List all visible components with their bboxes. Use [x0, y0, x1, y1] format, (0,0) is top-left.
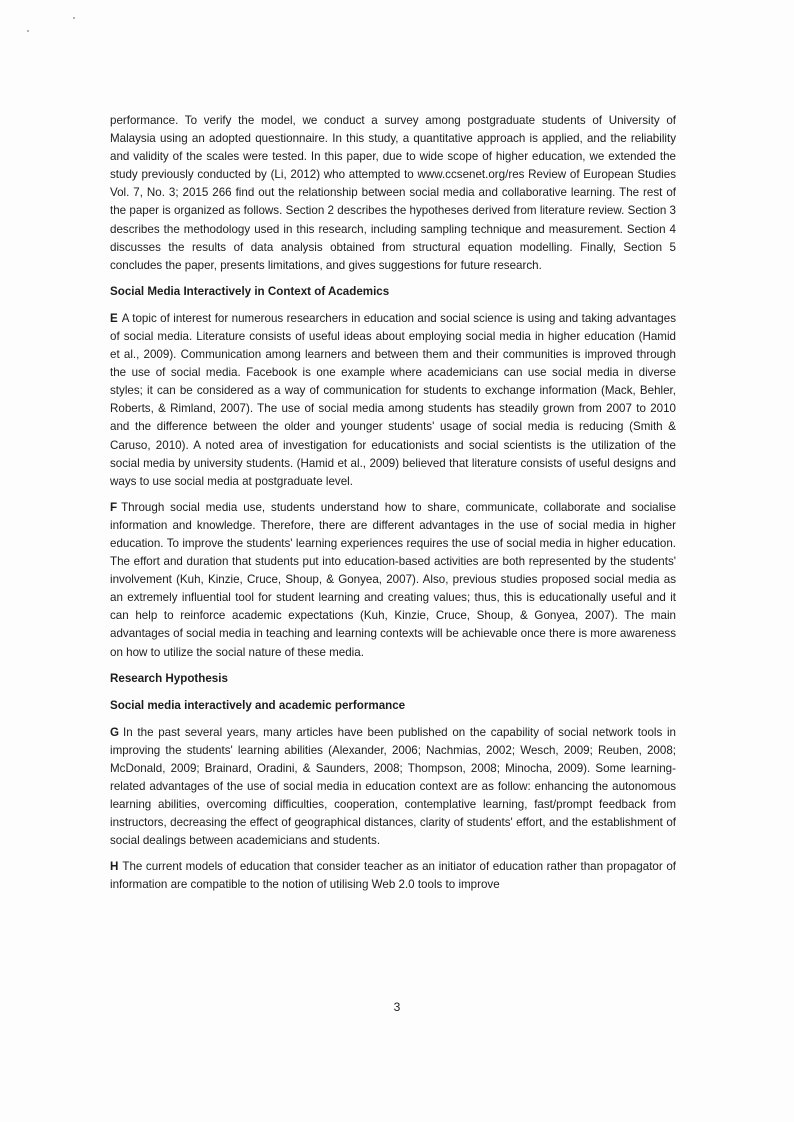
- paragraph-text: The current models of education that consider teacher as an initiator of education rather than propagator of information are compatible to the notion of utilising Web 2.0 tools to improve: [110, 860, 676, 892]
- scan-speck: [73, 17, 75, 19]
- paragraph-text: A topic of interest for numerous researchers in education and social science is using and taking advantages of social media. Literature consists of useful ideas about employing social media in higher education (Hamid et al., 2009). Communication among learners and between them and their communities is improved through the use of social media. Facebook is one example where academicians can use social media in diverse styles; it can be considered as a way of communication for students to exchange information (Mack, Behler, Roberts, & Rimland, 2007). The use of social media among students has steadily grown from 2007 to 2010 and the difference between the older and younger students' usage of social media is reducing (Smith & Caruso, 2010). A noted area of investigation for educationists and social scientists is the utilization of the social media by university students. (Hamid et al., 2009) believed that literature consists of useful designs and ways to use social media at postgraduate level.: [110, 311, 676, 488]
- paragraph-intro: [110, 112, 676, 275]
- paragraph-marker: G: [110, 725, 120, 739]
- paragraph-e: [110, 310, 676, 491]
- section-heading: Social Media Interactively in Context of Academics: [110, 284, 390, 298]
- subsection-heading: Social media interactively and academic performance: [110, 698, 406, 712]
- page-number: 3: [393, 1000, 401, 1014]
- paragraph-text: Through social media use, students understand how to share, communicate, collaborate and socialise information and knowledge. Therefore, there are different advantages in the use of social media in higher education. To improve the students' learning experiences requires the use of social media in higher education. The effort and duration that students put into education-based activities are both represented by the students' involvement (Kuh, Kinzie, Cruce, Shoup, & Gonyea, 2007). Also, previous studies proposed social media as an extremely influential tool for student learning and creating values; thus, this is educationally useful and it can help to reinforce academic expectations (Kuh, Kinzie, Cruce, Shoup, & Gonyea, 2007). The main advantages of social media in teaching and learning contexts will be achievable once there is more awareness on how to utilize the social nature of these media.: [110, 500, 676, 659]
- paragraph-f: [110, 499, 676, 662]
- scan-speck: [27, 30, 29, 32]
- paragraph-g: [110, 724, 676, 851]
- paragraph-marker: H: [110, 860, 119, 874]
- paragraph-h: [110, 858, 676, 894]
- paragraph-marker: E: [110, 311, 118, 325]
- document-body: [110, 112, 676, 902]
- paragraph-text: In the past several years, many articles have been published on the capability of social network tools in improving the students' learning abilities (Alexander, 2006; Nachmias, 2002; Wesch, 2009; Reuben, 2008; McDonald, 2009; Brainard, Oradini, & Saunders, 2008; Thompson, 2008; Minocha, 2009). Some learning-related advantages of the use of social media in education context are as follow: enhancing the autonomous learning abilities, overcoming difficulties, cooperation, contemplative learning, fast/prompt feedback from instructors, decreasing the effect of geographical distances, clarity of students' effort, and the establishment of social dealings between academicians and students.: [110, 725, 676, 848]
- section-heading: Research Hypothesis: [110, 671, 228, 685]
- paragraph-marker: F: [110, 500, 118, 514]
- paragraph-text: performance. To verify the model, we conduct a survey among postgraduate students of University of Malaysia using an adopted questionnaire. In this study, a quantitative approach is applied, and the reliability and validity of the scales were tested. In this paper, due to wide scope of higher education, we extended the study previously conducted by (Li, 2012) who attempted to www.ccsenet.org/res Review of European Studies Vol. 7, No. 3; 2015 266 find out the relationship between social media and collaborative learning. The rest of the paper is organized as follows. Section 2 describes the hypotheses derived from literature review. Section 3 describes the methodology used in this research, including sampling technique and measurement. Section 4 discusses the results of data analysis obtained from structural equation modelling. Finally, Section 5 concludes the paper, presents limitations, and gives suggestions for future research.: [110, 114, 676, 272]
